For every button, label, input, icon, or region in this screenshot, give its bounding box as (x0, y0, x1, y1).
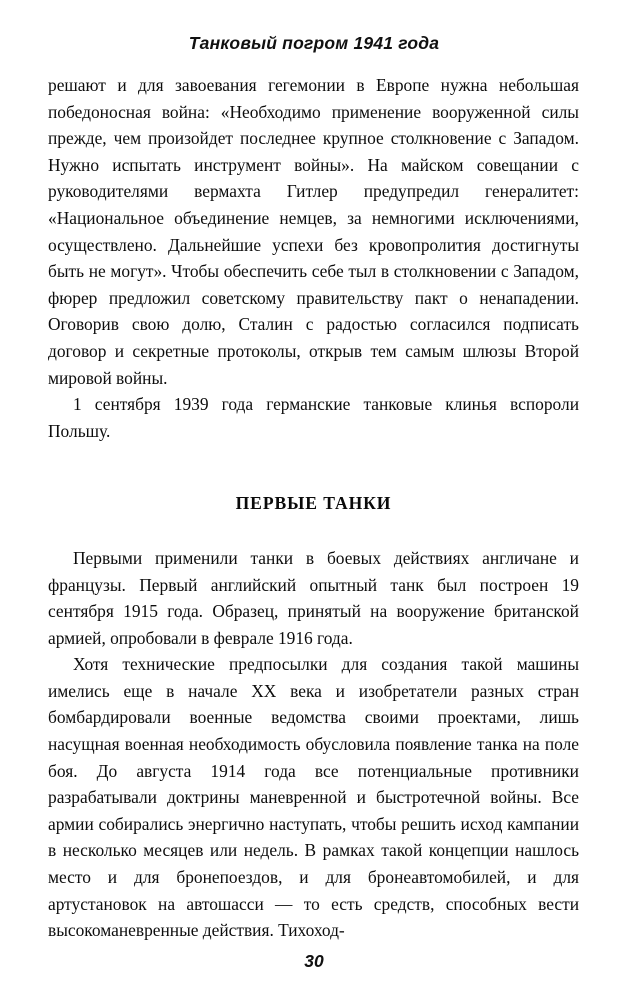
heading-spacer-bottom (48, 517, 579, 545)
running-header: Танковый погром 1941 года (188, 33, 440, 53)
page-number: 30 (304, 951, 324, 971)
paragraph: Первыми применили танки в боевых действиях англичане и французы. Первый английский опытный танк был построен 19 сентября 1915 года. Образец, принятый на вооружение британской армией, опробовали в феврале 1916 года. (48, 547, 579, 648)
section-heading: ПЕРВЫЕ ТАНКИ (235, 493, 392, 514)
paragraph-continuation: решают и для завоевания гегемонии в Европе нужна небольшая победоносная война: «Необходимо применение вооруженной силы прежде, чем произойдет последнее крупное столкновение с Западом. Нужно испытать инструмент войны». На майском совещании с руководителями вермахта Гитлер предупредил генералитет: «Национальное объединение немцев, за немногими исключениями, осуществлено. Дальнейшие успехи без кровопролития достигнуты быть не могут». Чтобы обеспечить себе тыл в столкновении с Западом, фюрер предложил советскому правительству пакт о ненападении. Оговорив свою долю, Сталин с радостью согласился подписать договор и секретные протоколы, открыв тем самым шлюзы Второй мировой войны. (48, 75, 579, 388)
text-column (48, 72, 579, 944)
heading-spacer-top (48, 444, 579, 490)
paragraph: 1 сентября 1939 года германские танковые клинья вспороли Польшу. (48, 394, 579, 441)
paragraph: Хотя технические предпосылки для создания такой машины имелись еще в начале XX века и изобретатели разных стран бомбардировали военные ведомства своими проектами, лишь насущная военная необходимость обусловила появление танка на поле боя. До августа 1914 года все потенциальные противники разрабатывали доктрины маневренной и быстротечной войны. Все армии собирались энергично наступать, чтобы решить исход кампании в несколько месяцев или недель. В рамках такой концепции нашлось место и для бронепоездов, и для бронеавтомобилей, и для артустановок на автошасси — то есть средств, способных вести высокоманевренные действия. Тихоход- (48, 654, 579, 941)
